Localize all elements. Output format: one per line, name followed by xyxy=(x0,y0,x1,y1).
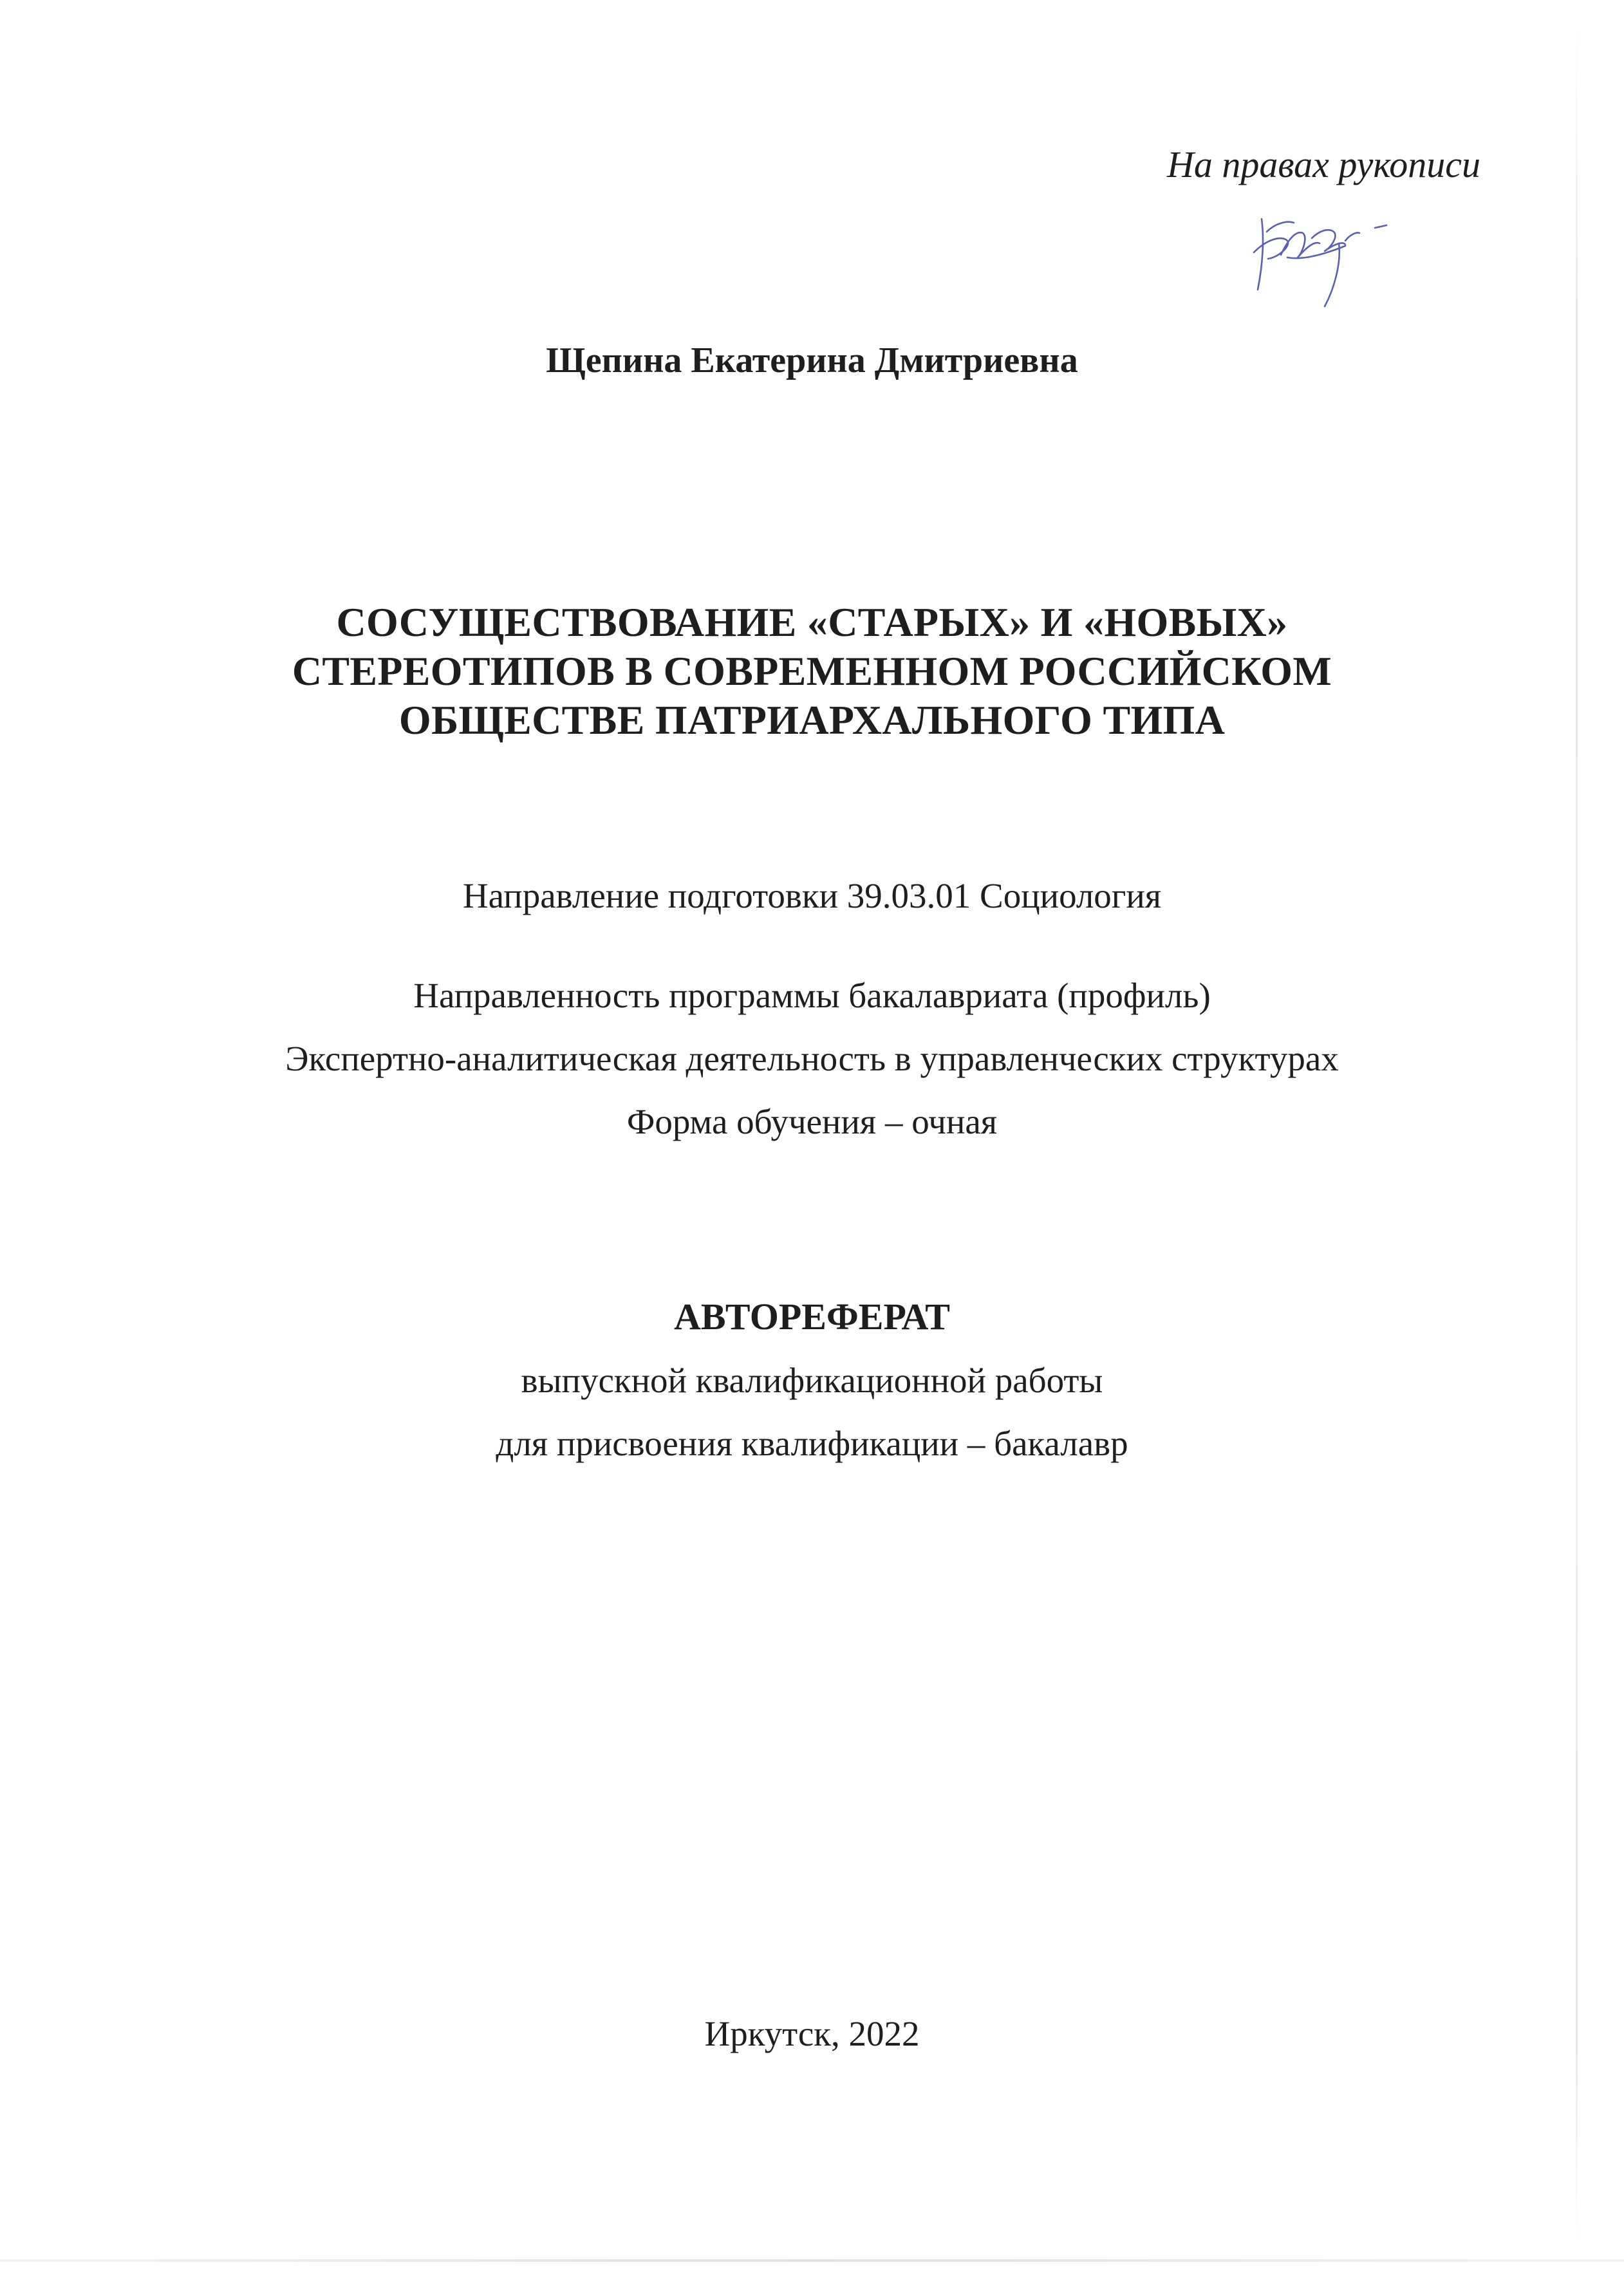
title-line-2: СТЕРЕОТИПОВ В СОВРЕМЕННОМ РОССИЙСКОМ xyxy=(292,648,1332,694)
profile-line: Экспертно-аналитическая деятельность в управленческих структурах xyxy=(285,1039,1339,1078)
manuscript-note: На правах рукописи xyxy=(1166,144,1480,185)
abstract-subtitle-2: для присвоения квалификации – бакалавр xyxy=(496,1424,1128,1463)
scan-edge-bottom xyxy=(0,2259,1624,2262)
direction-line: Направление подготовки 39.03.01 Социология xyxy=(462,876,1162,915)
study-form-line: Форма обучения – очная xyxy=(626,1102,998,1141)
signature-icon xyxy=(1249,193,1403,315)
title-line-1: СОСУЩЕСТВОВАНИЕ «СТАРЫХ» И «НОВЫХ» xyxy=(336,599,1288,645)
abstract-subtitle-1: выпускной квалификационной работы xyxy=(521,1361,1103,1400)
orientation-label: Направленность программы бакалавриата (профиль) xyxy=(413,976,1211,1015)
city-year: Иркутск, 2022 xyxy=(704,2014,920,2053)
abstract-heading: АВТОРЕФЕРАТ xyxy=(674,1296,950,1338)
author-name: Щепина Екатерина Дмитриевна xyxy=(546,340,1078,380)
title-line-3: ОБЩЕСТВЕ ПАТРИАРХАЛЬНОГО ТИПА xyxy=(398,697,1226,743)
